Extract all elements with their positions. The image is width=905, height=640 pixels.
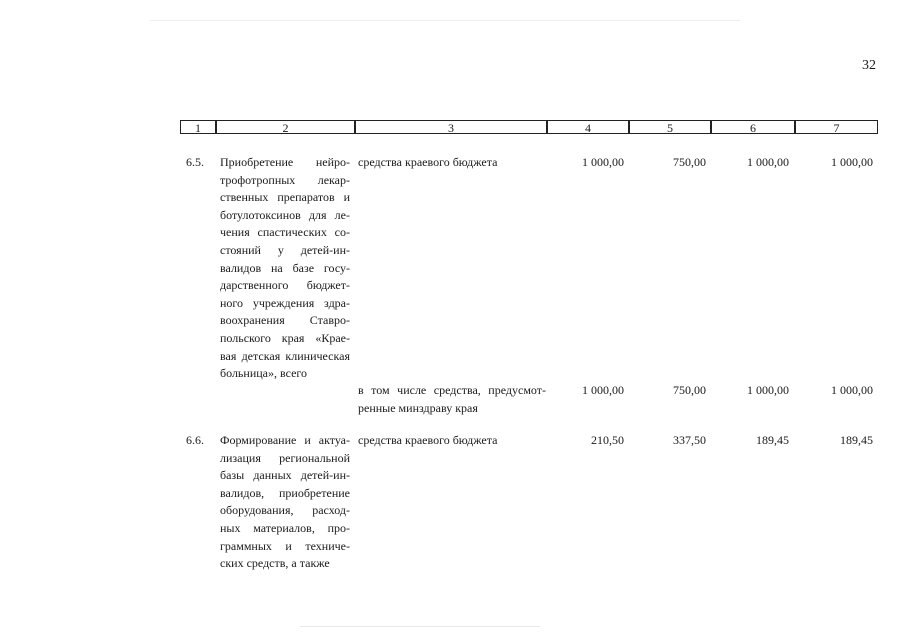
page-number: 32 — [862, 58, 876, 73]
row-name: Приобретение нейро-трофотропных лекар-ственных препаратов и ботулотоксинов для ле-чения спастических со-стояний у детей-ин-валидов на базе госу-дарственного бюджет-ного учреждения здра-воохранения Ставро-польского края «Крае-вая детская клиническая больница», всего — [220, 155, 350, 381]
value-col-7: 1 000,00 — [831, 155, 873, 169]
header-col-1: 1 — [180, 120, 216, 134]
row-number: 6.5. — [186, 155, 204, 169]
value-col-5: 750,00 — [673, 383, 706, 397]
row-name: Формирование и актуа-лизация региональной базы данных детей-ин-валидов, приобретение оборудования, расход-ных материалов, про-граммных и техниче-ских средств, а также — [220, 433, 350, 571]
value-col-4: 210,50 — [591, 433, 624, 447]
scan-noise-top — [150, 20, 740, 21]
funding-source: средства краевого бюджета — [358, 433, 498, 447]
value-col-4: 1 000,00 — [582, 155, 624, 169]
header-col-4: 4 — [547, 120, 629, 134]
value-col-6: 1 000,00 — [747, 155, 789, 169]
funding-source: средства краевого бюджета — [358, 155, 498, 169]
header-col-5: 5 — [629, 120, 711, 134]
value-col-6: 189,45 — [756, 433, 789, 447]
header-col-2: 2 — [216, 120, 355, 134]
header-col-3: 3 — [355, 120, 547, 134]
value-col-6: 1 000,00 — [747, 383, 789, 397]
funding-source: в том числе средства, предусмот-ренные минздраву края — [358, 383, 546, 415]
value-col-4: 1 000,00 — [582, 383, 624, 397]
header-col-6: 6 — [711, 120, 795, 134]
row-number: 6.6. — [186, 433, 204, 447]
value-col-5: 337,50 — [673, 433, 706, 447]
header-col-7: 7 — [795, 120, 878, 134]
table-header — [180, 120, 878, 136]
scan-noise-bottom — [300, 626, 540, 627]
value-col-7: 1 000,00 — [831, 383, 873, 397]
value-col-7: 189,45 — [840, 433, 873, 447]
value-col-5: 750,00 — [673, 155, 706, 169]
